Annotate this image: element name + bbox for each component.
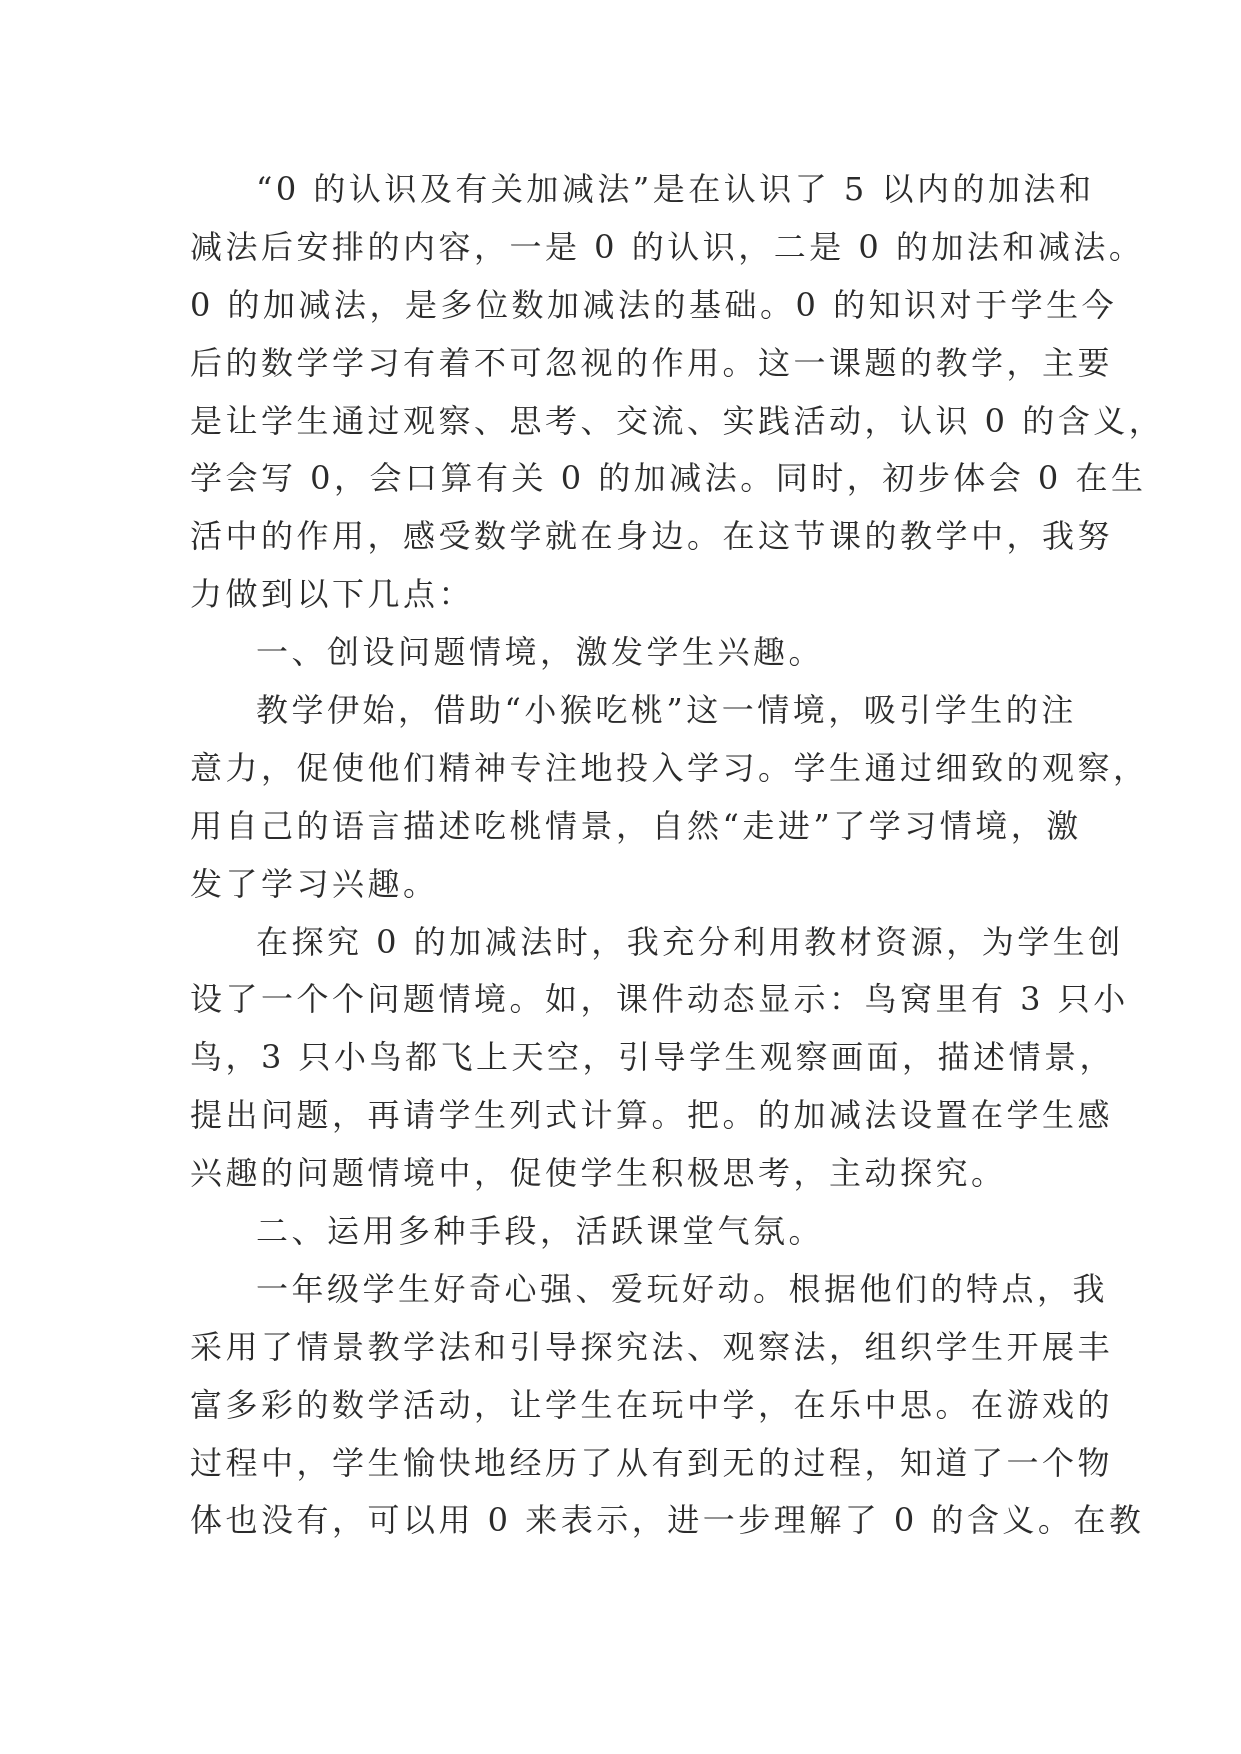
paragraph-first-line: 一、创设问题情境，激发学生兴趣。 [256,633,825,672]
text-line: 兴趣的问题情境中，促使学生积极思考，主动探究。 [190,1154,1007,1193]
text-line: 活中的作用，感受数学就在身边。在这节课的教学中，我努 [190,517,1114,556]
text-line: 富多彩的数学活动，让学生在玩中学，在乐中思。在游戏的 [190,1385,1114,1424]
paragraph-first-line: 教学伊始，借助“小猴吃桃”这一情境，吸引学生的注 [256,691,1077,730]
text-line: 意力，促使他们精神专注地投入学习。学生通过细致的观察， [190,748,1149,787]
text-line: 发了学习兴趣。 [190,864,439,903]
text-line: 学会写 0，会口算有关 0 的加减法。同时，初步体会 0 在生 [190,459,1147,498]
text-line: 后的数学学习有着不可忽视的作用。这一课题的教学，主要 [190,343,1114,382]
text-line: 体也没有，可以用 0 来表示，进一步理解了 0 的含义。在教 [190,1501,1145,1540]
text-line: 采用了情景教学法和引导探究法、观察法，组织学生开展丰 [190,1327,1114,1366]
paragraph-first-line: “0 的认识及有关加减法”是在认识了 5 以内的加法和 [256,170,1095,208]
text-line: 是让学生通过观察、思考、交流、实践活动，认识 0 的含义， [190,401,1165,440]
paragraph-first-line: 二、运用多种手段，活跃课堂气氛。 [256,1212,825,1251]
text-line: 0 的加减法，是多位数加减法的基础。0 的知识对于学生今 [190,285,1118,324]
text-line: 鸟，3 只小鸟都飞上天空，引导学生观察画面，描述情景， [190,1038,1116,1077]
text-line: 减法后安排的内容，一是 0 的认识，二是 0 的加法和减法。 [190,227,1145,266]
paragraph-first-line: 一年级学生好奇心强、爱玩好动。根据他们的特点，我 [256,1269,1109,1308]
text-line: 用自己的语言描述吃桃情景，自然“走进”了学习情境，激 [190,806,1082,845]
paragraph-first-line: 在探究 0 的加减法时，我充分利用教材资源，为学生创 [256,922,1124,961]
text-line: 过程中，学生愉快地经历了从有到无的过程，知道了一个物 [190,1443,1114,1482]
text-line: 力做到以下几点： [190,575,475,614]
text-line: 提出问题，再请学生列式计算。把。的加减法设置在学生感 [190,1096,1114,1135]
text-line: 设了一个个问题情境。如，课件动态显示：鸟窝里有 3 只小 [190,980,1129,1019]
body-text [190,161,1165,1550]
